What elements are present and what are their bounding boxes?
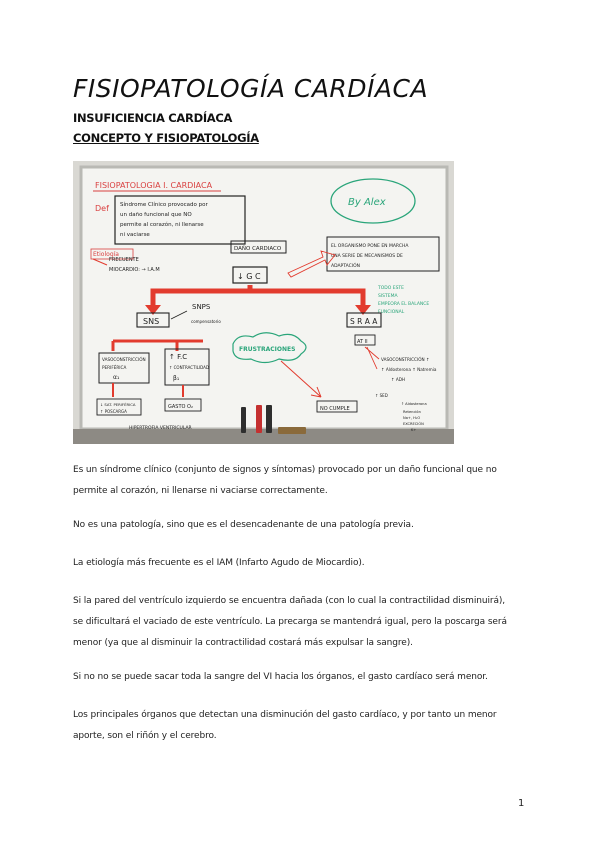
wb-gasto: GASTO O₂ (168, 404, 193, 410)
wb-sed-1: ↑ SED (375, 393, 388, 398)
paragraph-4 (73, 591, 533, 654)
paragraph-4-line-1: Si la pared del ventrículo izquierdo se encuentra dañada (con lo cual la contractilidad disminuirá), (73, 596, 506, 606)
wb-gc: ↓ G C (237, 272, 261, 281)
wb-etiologia-label: Etiología (93, 251, 119, 258)
whiteboard-drawing (73, 161, 454, 444)
wb-def-line-1: Síndrome Clínico provocado por (120, 202, 208, 208)
wb-sed-2: ↑ Aldosterona (401, 402, 427, 406)
wb-fc-2: ↑ CONTRACTILIDAD (169, 365, 209, 370)
page-number: 1 (518, 798, 525, 809)
paragraph-6-line-2: aporte, son el riñón y el cerebro. (73, 731, 217, 741)
paragraph-3 (73, 553, 533, 574)
paragraph-6-line-1: Los principales órganos que detectan una disminución del gasto cardíaco, y por tanto un menor (73, 710, 497, 720)
paragraph-2-line-1: No es una patología, sino que es el desencadenante de una patología previa. (73, 520, 414, 530)
paragraph-3-line-1: La etiología más frecuente es el IAM (Infarto Agudo de Miocardio). (73, 558, 365, 568)
wb-todo-3: EMPEORA EL BALANCE (378, 302, 430, 307)
wb-def-line-2: un daño funcional que NO (120, 212, 192, 218)
wb-fc-3: β₁ (173, 375, 180, 382)
wb-vaso-right-2: ↑ Aldosterona ↑ Natremia (381, 367, 437, 372)
wb-snps: SNPS (192, 303, 211, 311)
wb-adapt-2: UNA SERIE DE MECANISMOS DE (331, 254, 403, 259)
wb-sns: SNS (143, 317, 160, 326)
wb-sraa: S R A A (350, 317, 378, 326)
wb-no-cumple: NO CUMPLE (320, 406, 350, 412)
paragraph-5-line-1: Si no no se puede sacar toda la sangre del VI hacia los órganos, el gasto cardíaco será menor. (73, 672, 488, 682)
wb-vaso-right-3: ↑ ADH (391, 377, 406, 382)
wb-frustracion: FRUSTRACIONES (239, 346, 296, 353)
paragraph-6 (73, 705, 533, 747)
wb-etiologia-2: MIOCARDIO: → I.A.M (109, 267, 160, 273)
wb-vaso-right-1: VASOCONSTRICCIÓN ↑ (381, 357, 430, 362)
wb-snps-note: compensatorio (191, 319, 221, 324)
paragraph-4-line-2: se dificultará el vaciado de este ventrículo. La precarga se mantendrá igual, pero la poscarga será (73, 617, 507, 627)
wb-def-label: Def (95, 204, 109, 213)
wb-dano-cardiaco: DAÑO CARDIACO (234, 246, 282, 252)
wb-at2: AT II (357, 339, 368, 345)
paragraph-5 (73, 667, 533, 688)
wb-vaso-1: VASOCONSTRICCIÓN (102, 357, 146, 362)
wb-todo-4: FUNCIONAL (378, 310, 405, 315)
wb-sed-6: K+ (411, 428, 417, 432)
wb-adapt-3: ADAPTACIÓN (331, 264, 361, 269)
wb-fc-1: ↑ F.C (169, 353, 188, 361)
document-subtitle: INSUFICIENCIA CARDÍACA (73, 111, 233, 125)
wb-signature: By Alex (348, 197, 386, 208)
wb-def-line-4: ni vaciarse (120, 232, 150, 238)
document-title: FISIOPATOLOGÍA CARDÍACA (73, 74, 429, 103)
wb-def-line-3: permite al corazón, ni llenarse (120, 222, 204, 228)
paragraph-1-line-1: Es un síndrome clínico (conjunto de signos y síntomas) provocado por un daño funcional que no (73, 465, 497, 475)
wb-todo-1: TODO ESTE (378, 286, 405, 291)
paragraph-4-line-3: menor (ya que al disminuir la contractilidad costará más expulsar la sangre). (73, 638, 413, 648)
wb-sat-1: ↓ SAT. PERIFÉRICA (100, 402, 136, 407)
wb-todo-2: SISTEMA (378, 294, 398, 299)
wb-hipertrofia: HIPERTROFIA VENTRICULAR (129, 426, 192, 431)
wb-sed-5: EXCRECIÓN (403, 422, 424, 426)
section-heading: CONCEPTO Y FISIOPATOLOGÍA (73, 131, 259, 145)
paragraph-1-line-2: permite al corazón, ni llenarse ni vaciarse correctamente. (73, 486, 328, 496)
wb-adapt-1: EL ORGANISMO PONE EN MARCHA (331, 244, 409, 249)
wb-sed-3: Retención (403, 410, 421, 414)
wb-vaso-3: α₁ (113, 374, 120, 381)
wb-sat-2: ↑ POSCARGA (100, 409, 127, 414)
paragraph-1 (73, 460, 533, 502)
paragraph-2 (73, 515, 533, 536)
whiteboard-photo (73, 161, 454, 444)
wb-header: FISIOPATOLOGIA I. CARDIACA (95, 181, 213, 190)
wb-sed-4: Na+, H₂O (403, 416, 421, 420)
wb-etiologia-1: FRECUENTE (109, 257, 139, 263)
wb-vaso-2: PERIFÉRICA (102, 365, 127, 370)
